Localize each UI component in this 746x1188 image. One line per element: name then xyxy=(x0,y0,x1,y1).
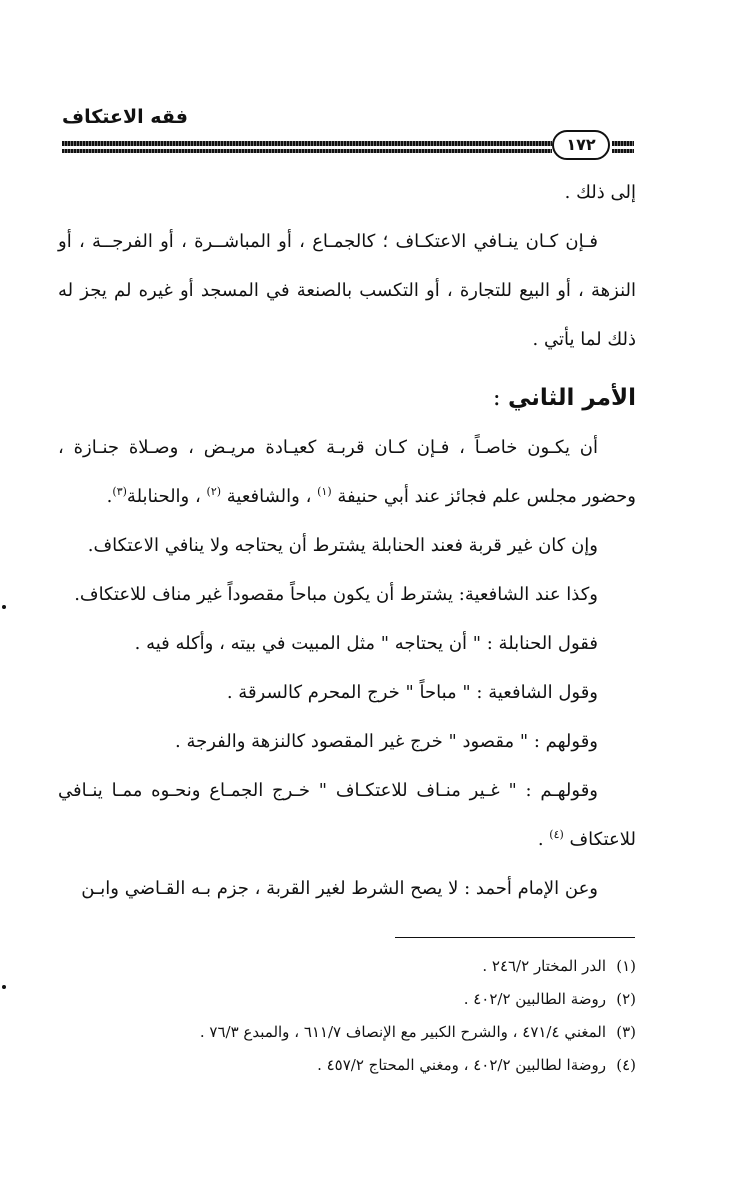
footnotes xyxy=(58,950,636,1082)
footnote-ref-3[interactable]: (٣) xyxy=(112,485,127,498)
footnote-item xyxy=(58,1049,636,1082)
margin-speck xyxy=(2,605,6,609)
section-heading-text: الأمر الثاني xyxy=(507,385,636,411)
footnote-number: (١) xyxy=(616,957,636,975)
footnote-number: (٤) xyxy=(616,1056,636,1074)
paragraph-special-mid2: ، والحنابلة xyxy=(126,486,207,507)
paragraph-special-text: أن يكـون خاصـاً ، فـإن كـان قربـة كعيـادة مريـض ، وصـلاة جنـازة ، وحضور مجلس علم فجائز عند أبي حنيفة xyxy=(58,437,636,507)
paragraph-ghayr-munaf-text: وقولهـم : " غـير منـاف للاعتكـاف " خـرج الجمـاع ونحـوه ممـا ينـافي للاعتكاف xyxy=(58,780,636,850)
paragraph-special-mid1: ، والشافعية xyxy=(221,486,318,507)
footnote-item xyxy=(58,983,636,1016)
header-rule-top xyxy=(62,141,552,146)
header-rule-short-top xyxy=(612,141,634,146)
footnote-text: روضةا لطالبين ٤٠٢/٢ ، ومغني المحتاج ٤٥٧/٢ . xyxy=(317,1056,606,1074)
footnote-text: الدر المختار ٢٤٦/٢ . xyxy=(482,957,606,975)
header-rule-bottom xyxy=(62,149,552,153)
page-number: ١٧٢ xyxy=(552,130,610,160)
paragraph-conflict: فـإن كـان ينـافي الاعتكـاف ؛ كالجمـاع ، أو المباشــرة ، أو الفرجــة ، أو النزهة ، أو البيع للتجارة ، أو التكسب بالصنعة في المسجد أو غيره لم يجز له ذلك لما يأتي . xyxy=(58,231,636,350)
footnote-item xyxy=(58,950,636,983)
footnote-number: (٣) xyxy=(616,1023,636,1041)
body-text xyxy=(58,168,636,913)
footnote-number: (٢) xyxy=(616,990,636,1008)
paragraph-imam-ahmad: وعن الإمام أحمد : لا يصح الشرط لغير القربة ، جزم بـه القـاضي وابـن xyxy=(81,878,598,899)
running-title: فقه الاعتكاف xyxy=(62,106,188,128)
paragraph-special xyxy=(58,423,636,521)
paragraph-hanabila-saying: فقول الحنابلة : " أن يحتاجه " مثل المبيت في بيته ، وأكله فيه . xyxy=(134,633,598,654)
footnote-ref-1[interactable]: (١) xyxy=(317,485,332,498)
margin-speck xyxy=(2,985,6,989)
footnote-ref-4[interactable]: (٤) xyxy=(549,828,564,841)
paragraph-ghayr-munaf xyxy=(58,766,636,864)
footnote-separator xyxy=(395,937,635,938)
paragraph-shafiiya-condition: وكذا عند الشافعية: يشترط أن يكون مباحاً مقصوداً غير مناف للاعتكاف. xyxy=(74,584,598,605)
paragraph-continuation: إلى ذلك . xyxy=(564,182,636,203)
footnote-item xyxy=(58,1016,636,1049)
header-rule-short-bottom xyxy=(612,149,634,153)
footnote-text: المغني ٤٧١/٤ ، والشرح الكبير مع الإنصاف ٦١١/٧ ، والمبدع ٧٦/٣ . xyxy=(199,1023,606,1041)
footnote-text: روضة الطالبين ٤٠٢/٢ . xyxy=(463,990,606,1008)
paragraph-ghayr-munaf-end: . xyxy=(537,829,550,850)
paragraph-shafiiya-saying: وقول الشافعية : " مباحاً " خرج المحرم كالسرقة . xyxy=(226,682,598,703)
footnote-ref-2[interactable]: (٢) xyxy=(206,485,222,498)
paragraph-special-end: . xyxy=(106,486,113,507)
section-heading-colon: : xyxy=(492,385,508,411)
section-heading xyxy=(58,374,636,423)
paragraph-hanabila-condition: وإن كان غير قربة فعند الحنابلة يشترط أن يحتاجه ولا ينافي الاعتكاف. xyxy=(87,535,598,556)
paragraph-maqsud: وقولهم : " مقصود " خرج غير المقصود كالنزهة والفرجة . xyxy=(175,731,598,752)
